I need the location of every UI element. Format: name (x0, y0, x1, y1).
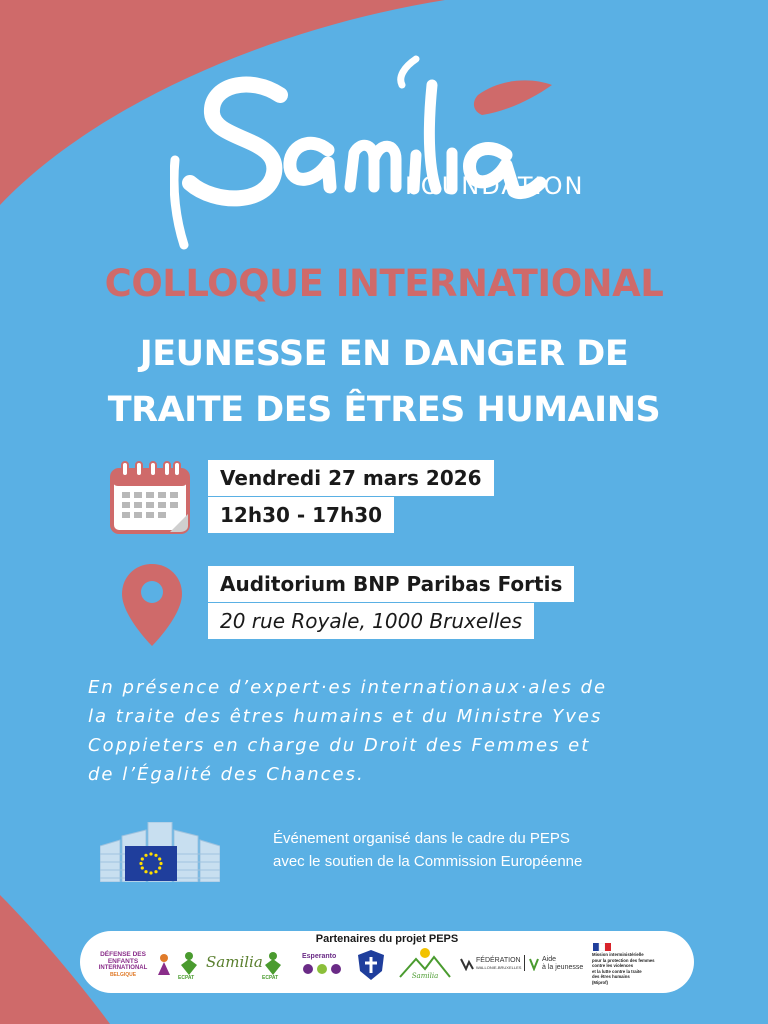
event-overline: COLLOQUE INTERNATIONAL (104, 262, 664, 305)
partner-divider (524, 955, 525, 971)
partner-logo-dei-belgique (92, 951, 154, 979)
partner-miprof-line-3: contre les violences (592, 963, 634, 968)
partner-miprof-line-4: et la lutte contre la traite (592, 968, 642, 974)
partner-esperanto-logo: Esperanto (302, 953, 337, 960)
partner-ecpat-text-1: ECPAT (178, 975, 195, 981)
partner-ecpat-icon (178, 951, 200, 977)
samilia-brush-logo (170, 55, 610, 265)
organisation-text (273, 827, 693, 873)
partner-samilia-logo: Samilia (206, 953, 263, 971)
organisation-line-2: avec le soutien de la Commission Européenne (273, 853, 583, 870)
partner-aide-line-1: Aide (542, 956, 557, 963)
event-venue: Auditorium BNP Paribas Fortis (208, 566, 574, 602)
partner-miprof-logo (592, 952, 684, 985)
partner-dei-figure-icon (156, 953, 172, 975)
partner-mountain-icon (398, 947, 452, 981)
partner-miprof-line-5: des êtres humains (592, 974, 630, 979)
partner-ecpat-france-icon (262, 951, 284, 977)
partner-federation-icon (460, 957, 474, 971)
presence-line-4: de l’Égalité des Chances. (88, 764, 365, 785)
partner-aide-jeunesse-icon (528, 957, 540, 971)
partner-french-flag-icon (593, 943, 611, 951)
partner-aide-jeunesse-logo (542, 956, 583, 972)
partner-federation-logo (476, 957, 521, 971)
partners-bar (80, 931, 694, 993)
partner-miprof-line-1: Mission interministérielle (592, 952, 644, 957)
partner-aide-line-2: à la jeunesse (542, 964, 584, 971)
organisation-line-1: Événement organisé dans le cadre du PEPS (273, 830, 570, 847)
logo-foundation-text: FOUNDATION (405, 172, 585, 200)
event-date: Vendredi 27 mars 2026 (208, 460, 494, 496)
map-pin-icon (120, 562, 184, 648)
partner-shield-icon (356, 949, 386, 981)
presence-line-2: la traite des êtres humains et du Ministre Yves (88, 706, 603, 727)
presence-line-3: Coppieters en charge du Droit des Femmes et (88, 735, 591, 756)
partners-title: Partenaires du projet PEPS (315, 933, 459, 945)
event-address: 20 rue Royale, 1000 Bruxelles (208, 603, 534, 639)
presence-line-1: En présence d’expert·es internationaux·ales de (88, 677, 608, 698)
partner-dei-line-3: BELGIQUE (109, 972, 137, 978)
event-time: 12h30 - 17h30 (208, 497, 394, 533)
partner-dei-line-1: DÉFENSE DES ENFANTS (100, 951, 146, 965)
svg-text:Samilia: Samilia (411, 972, 439, 980)
partner-ecpat-text-2: ECPAT (262, 975, 279, 981)
partner-miprof-line-2: pour la protection des femmes (592, 957, 655, 963)
partner-esperanto-figures-icon (302, 961, 342, 977)
partner-federation-line-2: WALLONIE-BRUXELLES (476, 965, 522, 970)
partner-miprof-line-6: (Miprof) (592, 979, 608, 985)
partner-dei-line-2: INTERNATIONAL (98, 965, 148, 971)
calendar-icon (110, 460, 192, 536)
event-title-line-2: TRAITE DES ÊTRES HUMAINS (107, 390, 661, 430)
presence-paragraph (88, 673, 708, 789)
eu-flag-icon (100, 822, 220, 882)
partner-federation-line-1: FÉDÉRATION (476, 957, 521, 964)
event-title-line-1: JEUNESSE EN DANGER DE (139, 334, 629, 374)
